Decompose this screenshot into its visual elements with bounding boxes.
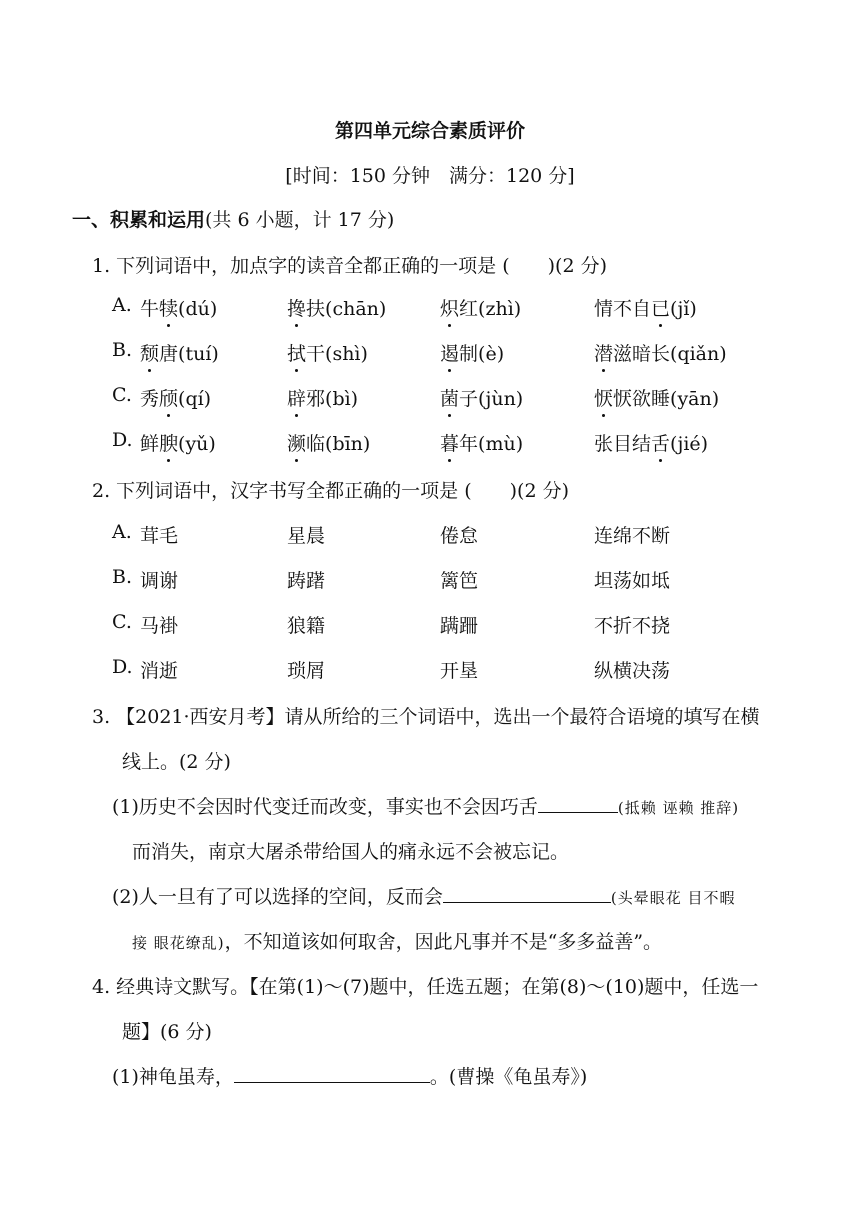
q3-part1-line2: 而消失，南京大屠杀带给国人的痛永远不会被忘记。 xyxy=(132,841,570,863)
q2-option-word: 星晨 xyxy=(287,525,326,547)
q2-option-word: 倦怠 xyxy=(440,525,479,547)
q3-part1-line1 xyxy=(112,792,739,819)
q1-option-word: 遏制(è) xyxy=(440,339,504,366)
exam-time-score: [时间：150 分钟 满分：120 分] xyxy=(285,165,575,187)
q2-option-word: 狼籍 xyxy=(287,615,326,637)
q2-option-word: 篱笆 xyxy=(440,570,479,592)
section-heading xyxy=(72,205,394,232)
q2-option-word: 不折不挠 xyxy=(594,615,671,637)
q2-option-word: 马褂 xyxy=(140,615,179,637)
q2-option-word: 坦荡如坻 xyxy=(594,570,671,592)
q2-option-letter: C. xyxy=(112,611,132,633)
q3-part2-blank[interactable] xyxy=(443,884,611,903)
q1-option-letter: C. xyxy=(112,384,132,406)
q1-stem: 1. 下列词语中，加点字的读音全都正确的一项是 ( )(2 分) xyxy=(92,255,607,277)
q1-option-word: 菌子(jùn) xyxy=(440,384,523,411)
q1-option-letter: A. xyxy=(112,294,132,316)
q2-option-word: 连绵不断 xyxy=(594,525,671,547)
q1-option-letter: D. xyxy=(112,429,133,451)
q4-part1 xyxy=(112,1062,587,1089)
q2-option-word: 踌躇 xyxy=(287,570,326,592)
q2-option-word: 消逝 xyxy=(140,660,179,682)
q3-part2-choices: (头晕眼花 目不暇 xyxy=(610,889,736,907)
q3-part2-text-cont: ，不知道该如何取舍，因此凡事并不是“多多益善”。 xyxy=(224,931,663,953)
q3-part2-line2 xyxy=(132,927,662,954)
q1-option-word: 潜滋暗长(qiǎn) xyxy=(594,339,727,366)
q2-option-word: 蹒跚 xyxy=(440,615,479,637)
q1-option-word: 情不自已(jǐ) xyxy=(594,294,697,321)
q3-part1-blank[interactable] xyxy=(538,794,618,813)
q2-option-letter: A. xyxy=(112,521,132,543)
q1-option-letter: B. xyxy=(112,339,133,361)
q1-option-word: 牛犊(dú) xyxy=(140,294,217,321)
q3-part1-text: (1)历史不会因时代变迁而改变，事实也不会因巧舌 xyxy=(112,796,538,818)
q3-part2-text: (2)人一旦有了可以选择的空间，反而会 xyxy=(112,886,443,908)
q4-stem-line1: 4. 经典诗文默写。【在第(1)～(7)题中，任选五题；在第(8)～(10)题中，任选一 xyxy=(92,976,759,998)
q4-part1-text: (1)神龟虽寿， xyxy=(112,1066,234,1088)
section-label: 一、积累和运用 xyxy=(72,209,206,231)
q2-option-word: 开垦 xyxy=(440,660,479,682)
q1-option-word: 辟邪(bì) xyxy=(287,384,358,411)
q3-stem-line1: 3. 【2021·西安月考】请从所给的三个词语中，选出一个最符合语境的填写在横 xyxy=(92,706,760,728)
q1-option-word: 炽红(zhì) xyxy=(440,294,521,321)
q1-option-word: 颓唐(tuí) xyxy=(140,339,219,366)
q3-part1-choices: (抵赖 诬赖 推辞) xyxy=(617,799,740,817)
q3-stem-line2: 线上。(2 分) xyxy=(122,751,231,773)
q1-option-word: 拭干(shì) xyxy=(287,339,368,366)
q1-option-word: 秀颀(qí) xyxy=(140,384,211,411)
q1-option-word: 搀扶(chān) xyxy=(287,294,386,321)
q1-option-word: 张目结舌(jié) xyxy=(594,429,708,456)
page-title: 第四单元综合素质评价 xyxy=(334,120,525,142)
q1-option-word: 鲜腴(yǔ) xyxy=(140,429,216,456)
q2-option-word: 茸毛 xyxy=(140,525,179,547)
q3-part2-line1 xyxy=(112,882,736,909)
q4-part1-source: 。(曹操《龟虽寿》) xyxy=(429,1066,588,1088)
q2-option-word: 调谢 xyxy=(140,570,179,592)
section-note: (共 6 小题，计 17 分) xyxy=(205,209,395,231)
q4-part1-blank[interactable] xyxy=(234,1064,430,1083)
q1-option-word: 恹恹欲睡(yān) xyxy=(594,384,719,411)
q2-option-word: 纵横决荡 xyxy=(594,660,671,682)
q2-option-letter: D. xyxy=(112,656,133,678)
q2-option-word: 琐屑 xyxy=(287,660,326,682)
q1-option-word: 暮年(mù) xyxy=(440,429,523,456)
q2-option-letter: B. xyxy=(112,566,133,588)
q2-stem: 2. 下列词语中，汉字书写全都正确的一项是 ( )(2 分) xyxy=(92,480,569,502)
q3-part2-choices-cont: 接 眼花缭乱) xyxy=(132,934,225,952)
q1-option-word: 濒临(bīn) xyxy=(287,429,370,456)
q4-stem-line2: 题】(6 分) xyxy=(122,1021,212,1043)
